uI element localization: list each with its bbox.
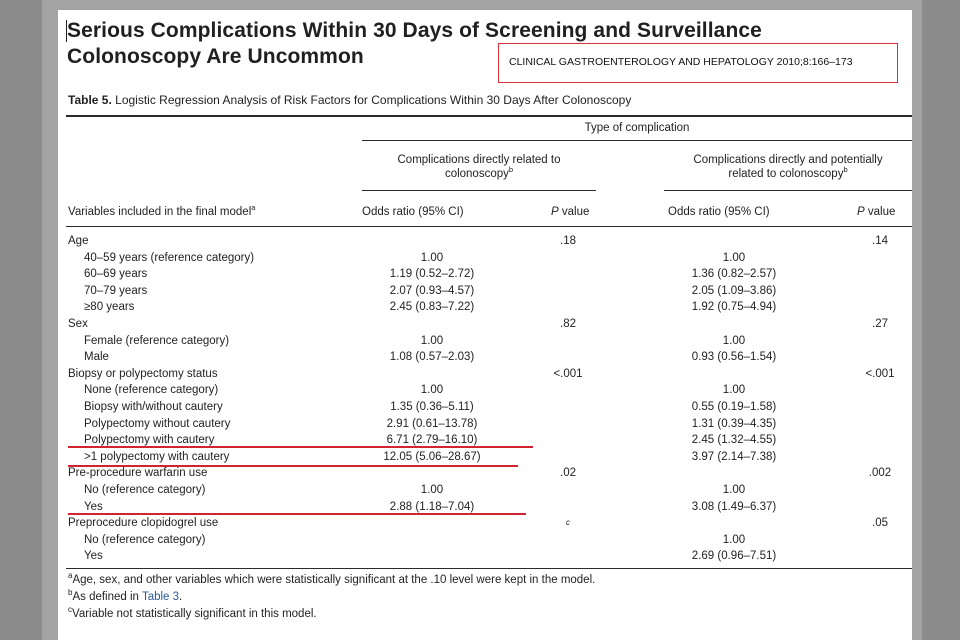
table-cell-or2: 1.00 — [722, 484, 746, 496]
header-type: Type of complication — [584, 122, 690, 134]
table-cell-label: Age — [68, 235, 89, 247]
table-cell-or1: 12.05 (5.06–28.67) — [383, 451, 481, 463]
table-cell-or2: 3.08 (1.49–6.37) — [691, 501, 777, 513]
table-cell-or2: 0.93 (0.56–1.54) — [691, 351, 777, 363]
table-cell-p1: .02 — [560, 467, 576, 479]
header-or1: Odds ratio (95% CI) — [362, 206, 464, 218]
table-cell-label: >1 polypectomy with cautery — [84, 451, 230, 463]
header-variables: Variables included in the final model$^a$ — [68, 203, 256, 218]
table3-link[interactable]: Table 3 — [141, 591, 180, 603]
table-cell-label: Preprocedure clopidogrel use — [68, 517, 219, 529]
table-cell-label: Polypectomy without cautery — [84, 418, 231, 430]
table-cell-label: Male — [84, 351, 109, 363]
table-cell-p1: .18 — [560, 235, 576, 247]
table-cell-or1: 2.07 (0.93–4.57) — [389, 285, 475, 297]
table-cell-label: 70–79 years — [84, 285, 148, 297]
group1-rule — [362, 190, 596, 191]
table-cell-p1: c — [566, 518, 570, 527]
table-cell-label: Female (reference category) — [84, 335, 230, 347]
table-cell-or1: 1.00 — [420, 384, 444, 396]
type-rule — [362, 140, 912, 141]
table-cell-or2: 1.00 — [722, 534, 746, 546]
table-cell-p2: <.001 — [865, 368, 895, 380]
highlight-line-2 — [68, 465, 518, 467]
highlight-line-1 — [68, 446, 533, 448]
header-bottom-rule — [66, 226, 912, 227]
table-cell-label: Biopsy or polypectomy status — [68, 368, 218, 380]
table-cell-label: 60–69 years — [84, 268, 148, 280]
title-line-1: Serious Complications Within 30 Days of Screening and Surveillance — [67, 19, 762, 42]
table-cell-label: Yes — [84, 501, 103, 513]
table-cell-p2: .002 — [868, 467, 892, 479]
table-cell-or1: 2.45 (0.83–7.22) — [389, 301, 475, 313]
table-bottom-rule — [66, 568, 912, 569]
table-cell-p2: .27 — [872, 318, 888, 330]
table-cell-or1: 6.71 (2.79–16.10) — [386, 434, 478, 446]
table-top-rule — [66, 115, 912, 117]
table-cell-p1: <.001 — [553, 368, 583, 380]
header-group2: Complications directly and potentially related to colonoscopy$^b$ — [693, 154, 883, 180]
table-cell-or1: 1.08 (0.57–2.03) — [389, 351, 475, 363]
table-cell-label: Polypectomy with cautery — [84, 434, 215, 446]
header-p1: P value — [551, 206, 590, 218]
table-cell-or2: 1.92 (0.75–4.94) — [691, 301, 777, 313]
table-cell-or1: 1.35 (0.36–5.11) — [390, 401, 474, 413]
header-p2: P value — [857, 206, 896, 218]
table-cell-or2: 1.31 (0.39–4.35) — [691, 418, 777, 430]
group2-rule — [664, 190, 912, 191]
table-cell-label: ≥80 years — [84, 301, 135, 313]
table-cell-label: Sex — [68, 318, 88, 330]
table-cell-or1: 1.19 (0.52–2.72) — [389, 268, 475, 280]
table-cell-p1: .82 — [560, 318, 576, 330]
table-caption-text: Logistic Regression Analysis of Risk Factors for Complications Within 30 Days After Colonoscopy — [115, 93, 632, 107]
table-cell-label: None (reference category) — [84, 384, 219, 396]
table-cell-label: Yes — [84, 550, 103, 562]
table-cell-or2: 1.00 — [722, 384, 746, 396]
header-group1: Complications directly related to colonoscopy$^b$ — [397, 154, 561, 180]
table-cell-p2: .14 — [872, 235, 888, 247]
title-line-2: Colonoscopy Are Uncommon — [67, 45, 364, 68]
header-or2: Odds ratio (95% CI) — [668, 206, 770, 218]
highlight-line-3 — [68, 513, 526, 515]
table-cell-label: 40–59 years (reference category) — [84, 252, 255, 264]
table-cell-or1: 2.91 (0.61–13.78) — [386, 418, 478, 430]
table-cell-or2: 2.45 (1.32–4.55) — [691, 434, 777, 446]
table-cell-label: No (reference category) — [84, 534, 206, 546]
footnote-a: $^a$Age, sex, and other variables which were statistically significant at the .10 level were kept in the model. — [68, 571, 596, 586]
table-cell-or2: 2.69 (0.96–7.51) — [691, 550, 777, 562]
table-cell-label: No (reference category) — [84, 484, 206, 496]
page-margin — [42, 138, 58, 640]
table-cell-or1: 2.88 (1.18–7.04) — [389, 501, 475, 513]
table-label: Table 5. — [68, 93, 112, 107]
table-cell-or1: 1.00 — [420, 252, 444, 264]
table-cell-label: Pre-procedure warfarin use — [68, 467, 208, 479]
footnote-c: $^c$Variable not statistically significant in this model. — [68, 605, 317, 620]
table-cell-or1: 1.00 — [420, 484, 444, 496]
table-cell-label: Biopsy with/without cautery — [84, 401, 223, 413]
table-cell-or2: 0.55 (0.19–1.58) — [691, 401, 777, 413]
table-cell-or1: 1.00 — [420, 335, 444, 347]
table-cell-or2: 1.00 — [722, 252, 746, 264]
table-cell-or2: 2.05 (1.09–3.86) — [691, 285, 777, 297]
table-cell-or2: 3.97 (2.14–7.38) — [691, 451, 777, 463]
table-cell-or2: 1.00 — [722, 335, 746, 347]
table-cell-p2: .05 — [872, 517, 888, 529]
table-caption — [68, 93, 631, 107]
citation-box: CLINICAL GASTROENTEROLOGY AND HEPATOLOGY 2010;8:166–173 — [498, 43, 898, 83]
footnote-b: $^b$As defined in Table 3. — [68, 588, 183, 603]
table-cell-or2: 1.36 (0.82–2.57) — [691, 268, 777, 280]
